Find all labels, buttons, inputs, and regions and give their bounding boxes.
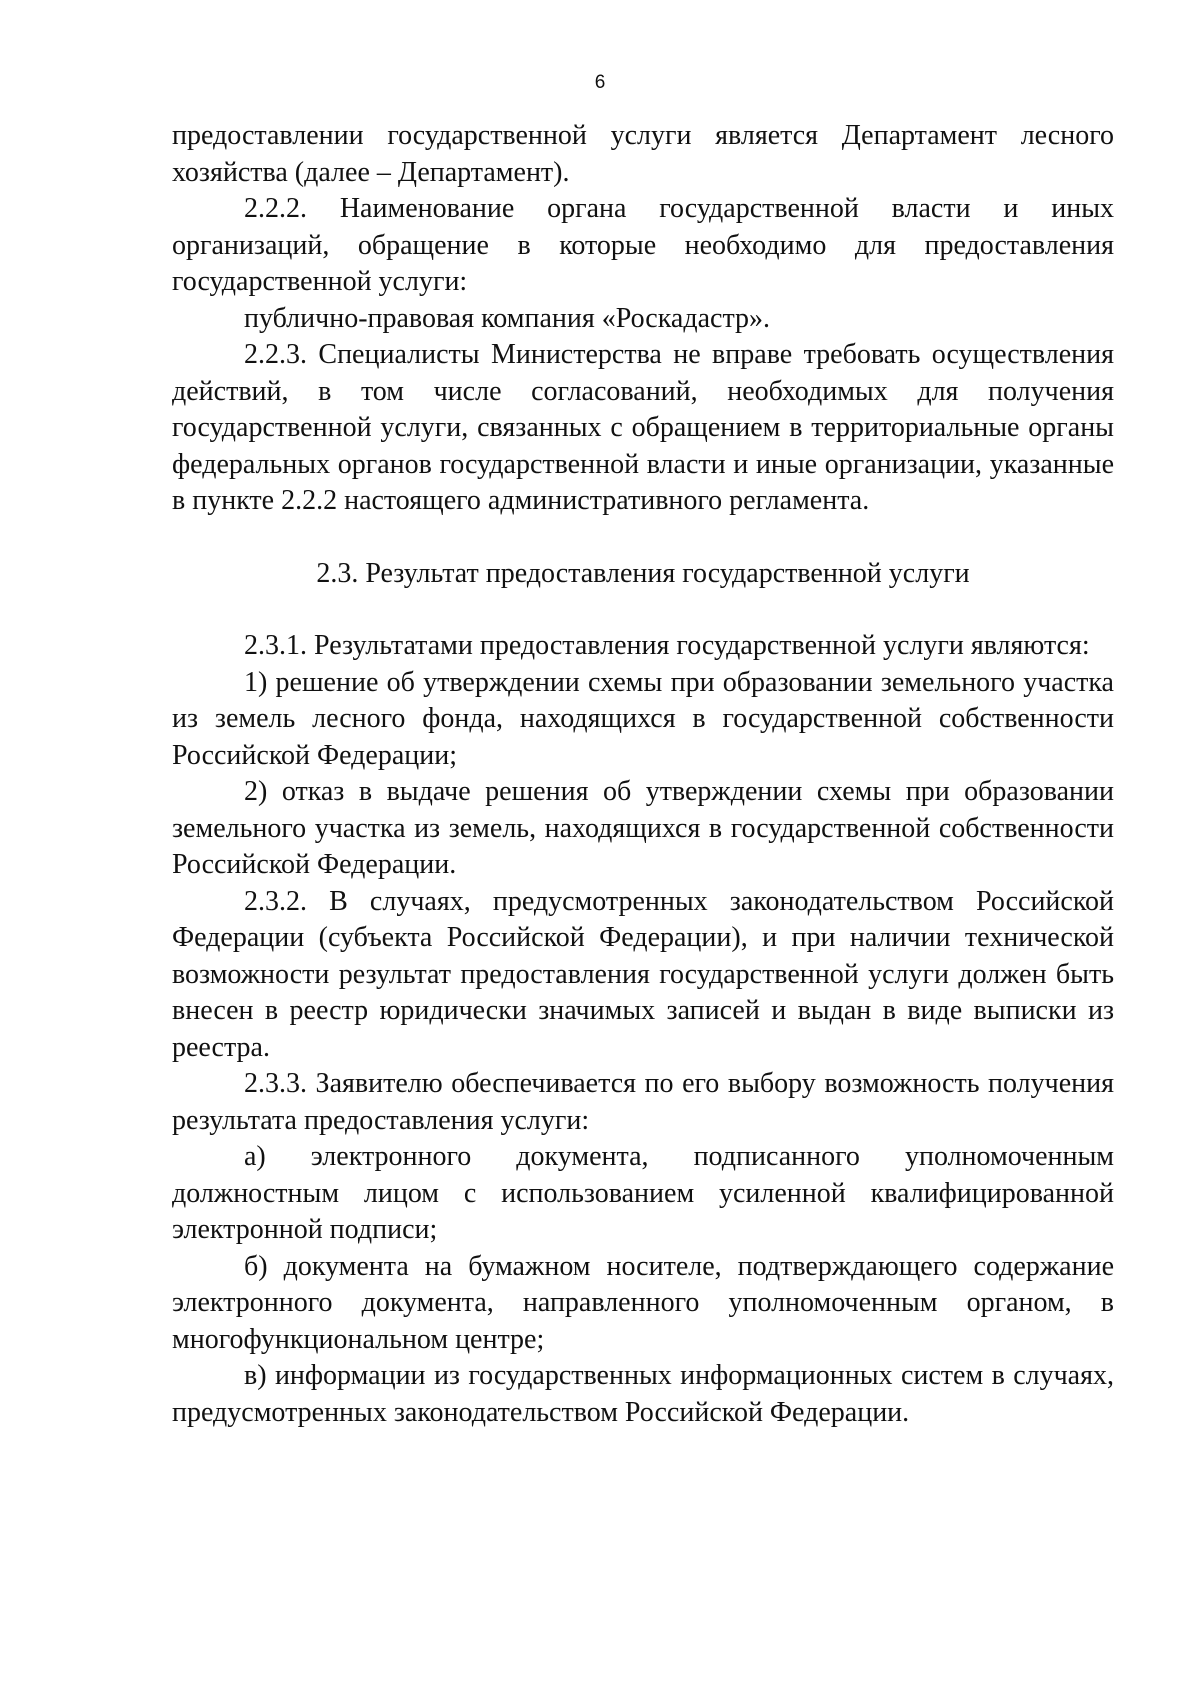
paragraph-2-3-3: 2.3.3. Заявителю обеспечивается по его выбору возможность получения результата предоставления услуги: [172, 1068, 1114, 1136]
list-item-2: 2) отказ в выдаче решения об утверждении схемы при образовании земельного участка из земель, находящихся в государственной собственности Российской Федерации. [172, 776, 1114, 880]
paragraph-continuation: предоставлении государственной услуги является Департамент лесного хозяйства (далее – Департамент). [172, 120, 1114, 188]
list-item-b: б) документа на бумажном носителе, подтверждающего содержание электронного документа, направленного уполномоченным органом, в многофункциональном центре; [172, 1250, 1114, 1355]
document-body [172, 118, 1114, 1431]
paragraph-2-3-1: 2.3.1. Результатами предоставления государственной услуги являются: [244, 630, 1090, 661]
section-heading-2-3: 2.3. Результат предоставления государственной услуги [316, 557, 970, 589]
list-item-a: а) электронного документа, подписанного уполномоченным должностным лицом с использованием усиленной квалифицированной электронной подписи; [172, 1141, 1114, 1245]
list-item-1: 1) решение об утверждении схемы при образовании земельного участка из земель лесного фонда, находящихся в государственной собственности Российской Федерации; [172, 666, 1114, 771]
paragraph-2-2-2: 2.2.2. Наименование органа государственной власти и иных организаций, обращение в которые необходимо для предоставления государственной услуги: [172, 193, 1114, 297]
page-number: 6 [594, 72, 606, 93]
list-item-v: в) информации из государственных информационных систем в случаях, предусмотренных законодательством Российской Федерации. [172, 1360, 1114, 1428]
paragraph-2-3-2: 2.3.2. В случаях, предусмотренных законодательством Российской Федерации (субъекта Российской Федерации), и при наличии технической возможности результат предоставления государственной услуги должен быть внесен в реестр юридически значимых записей и выдан в виде выписки из реестра. [172, 885, 1114, 1063]
paragraph-2-2-3: 2.2.3. Специалисты Министерства не вправе требовать осуществления действий, в том числе согласований, необходимых для получения государственной услуги, связанных с обращением в территориальные органы федеральных органов государственной власти и иные организации, указанные в пункте 2.2.2 настоящего административного регламента. [172, 339, 1114, 516]
paragraph-roskadastr: публично-правовая компания «Роскадастр». [244, 302, 771, 334]
